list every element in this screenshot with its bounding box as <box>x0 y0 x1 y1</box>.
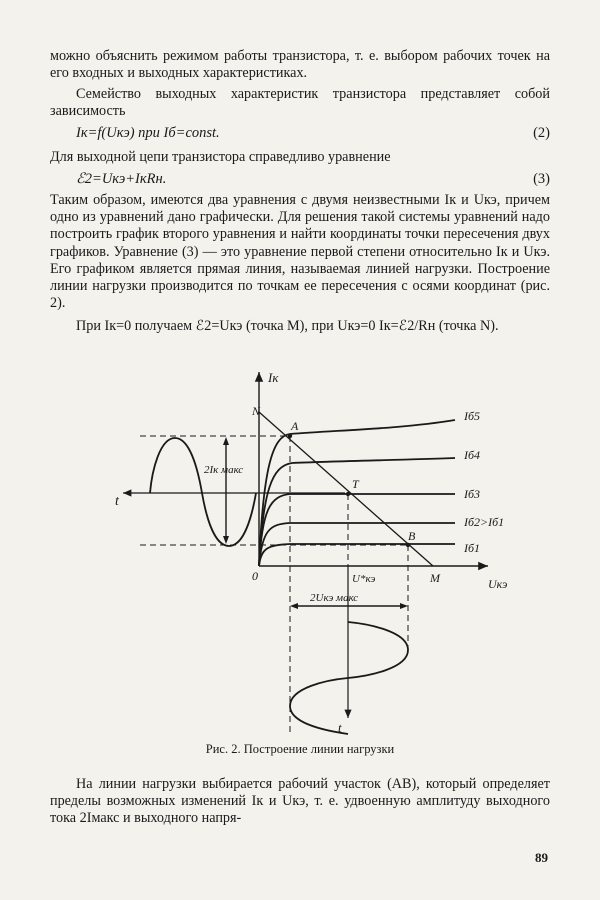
equation-3-number: (3) <box>533 171 550 187</box>
curve-ib4 <box>259 458 455 566</box>
paragraph-2: Семейство выходных характеристик транзистора представляет собой зависимость <box>50 86 550 120</box>
voltage-amplitude-label: 2Uкэ макс <box>310 592 359 604</box>
curve-label-ib3: Iб3 <box>464 487 481 501</box>
x-axis-label: Uкэ <box>488 577 508 591</box>
curve-label-ib4: Iб4 <box>464 448 481 462</box>
point-a <box>288 434 292 438</box>
current-amplitude-label: 2Iк макс <box>204 464 244 476</box>
point-t-label: T <box>352 477 359 491</box>
curve-label-ib5: Iб5 <box>464 409 481 423</box>
equation-3 <box>76 171 550 188</box>
y-axis-label: Iк <box>268 370 279 385</box>
paragraph-5: При Iк=0 получаем ℰ2=Uкэ (точка M), при Uкэ=0 Iк=ℰ2/Rн (точка N). <box>76 318 499 334</box>
bottom-t-label: t <box>338 720 342 735</box>
point-a-label: A <box>291 419 299 433</box>
page-number: 89 <box>535 850 548 865</box>
equation-3-text: ℰ2=Uкэ+IкRн. <box>76 171 167 187</box>
u-star-label: U*кэ <box>352 573 376 585</box>
paragraph-4: Таким образом, имеются два уравнения с двумя неизвестными Iк и Uкэ, причем одно из уравнений дано графически. Для решения такой системы уравнений надо построить график второго уравнения и найти координаты точки пересечения двух графиков. Уравнение (3) — это уравнение первой степени относительно Iк и Uкэ. Его графиком является прямая линия, называемая линией нагрузки. Построение линии нагрузки производится по точкам ее пересечения с осями координат (рис. 2). <box>50 192 550 312</box>
paragraph-1: можно объяснить режимом работы транзистора, т. е. выбором рабочих точек на его входных и выходных характеристиках. <box>50 48 550 82</box>
left-t-label: t <box>115 494 119 509</box>
point-t <box>346 492 350 496</box>
origin-label: 0 <box>252 569 258 583</box>
curve-label-ib2: Iб2>Iб1 <box>464 515 505 529</box>
figure-caption: Рис. 2. Построение линии нагрузки <box>205 742 395 756</box>
load-line <box>259 412 433 566</box>
point-m-label: M <box>430 571 440 585</box>
equation-2 <box>76 125 550 142</box>
curve-label-ib1: Iб1 <box>464 541 481 555</box>
point-b-label: B <box>408 529 416 543</box>
point-n-label: N <box>252 404 261 418</box>
paragraph-6: На линии нагрузки выбирается рабочий участок (AB), который определяет пределы возможных изменений Iк и Uкэ, т. е. удвоенную амплитуду выходного тока 2Iмакс и выходного напря- <box>50 776 550 827</box>
current-sinusoid <box>150 438 256 546</box>
point-b <box>406 543 410 547</box>
voltage-sinusoid <box>290 622 408 734</box>
load-line-figure <box>0 355 600 740</box>
curve-ib3 <box>259 494 455 566</box>
equation-2-number: (2) <box>533 125 550 141</box>
curve-ib1 <box>259 544 455 566</box>
equation-2-text: Iк=f(Uкэ) при Iб=const. <box>76 125 220 141</box>
paragraph-3: Для выходной цепи транзистора справедливо уравнение <box>50 149 391 165</box>
